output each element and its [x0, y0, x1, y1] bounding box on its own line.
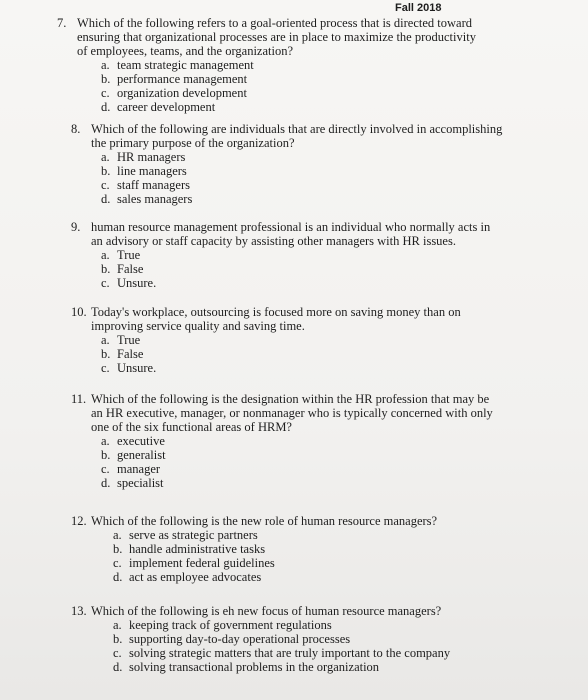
option-c[interactable]	[101, 86, 476, 100]
option-a[interactable]	[101, 333, 461, 347]
option-text: Unsure.	[117, 276, 157, 290]
question-8	[71, 122, 502, 206]
option-text: manager	[117, 462, 161, 476]
answer-options	[101, 150, 502, 206]
option-text: organization development	[117, 86, 247, 100]
question-9	[71, 220, 490, 290]
option-letter: b.	[101, 262, 111, 276]
option-text: False	[117, 262, 144, 276]
question-11	[71, 392, 493, 490]
question-number: 7.	[57, 16, 67, 30]
stem-line: Which of the following is the new role of human resource managers?	[91, 514, 438, 528]
option-text: True	[117, 333, 141, 347]
answer-options	[113, 528, 437, 584]
option-letter: b.	[101, 164, 111, 178]
option-text: False	[117, 347, 144, 361]
option-c[interactable]	[101, 361, 461, 375]
option-a[interactable]	[101, 58, 476, 72]
option-b[interactable]	[113, 632, 450, 646]
option-text: supporting day-to-day operational processes	[129, 632, 351, 646]
option-b[interactable]	[101, 448, 493, 462]
option-letter: d.	[113, 660, 123, 674]
stem-line: an HR executive, manager, or nonmanager who is typically concerned with only	[91, 406, 493, 420]
option-text: specialist	[117, 476, 164, 490]
answer-options	[101, 248, 490, 290]
option-text: HR managers	[117, 150, 186, 164]
option-letter: c.	[101, 361, 110, 375]
option-d[interactable]	[113, 660, 450, 674]
question-number: 10.	[71, 305, 87, 319]
answer-options	[101, 333, 461, 375]
semester-header: Fall 2018	[395, 2, 442, 14]
answer-options	[113, 618, 450, 674]
option-letter: b.	[101, 347, 111, 361]
option-letter: d.	[101, 192, 111, 206]
stem-line: Which of the following refers to a goal-oriented process that is directed toward	[77, 16, 473, 30]
question-stem	[91, 514, 437, 528]
option-c[interactable]	[101, 276, 490, 290]
stem-line: Which of the following is the designation within the HR profession that may be	[91, 392, 490, 406]
option-text: keeping track of government regulations	[129, 618, 332, 632]
option-a[interactable]	[101, 434, 493, 448]
option-letter: b.	[113, 632, 123, 646]
option-letter: b.	[113, 542, 123, 556]
option-a[interactable]	[113, 528, 437, 542]
option-b[interactable]	[101, 164, 502, 178]
stem-line: of employees, teams, and the organization?	[77, 44, 294, 58]
option-text: solving transactional problems in the organization	[129, 660, 380, 674]
option-text: staff managers	[117, 178, 191, 192]
option-letter: c.	[101, 462, 110, 476]
option-text: Unsure.	[117, 361, 157, 375]
option-a[interactable]	[101, 150, 502, 164]
option-d[interactable]	[101, 192, 502, 206]
option-text: act as employee advocates	[129, 570, 262, 584]
question-number: 13.	[71, 604, 87, 618]
option-letter: a.	[101, 248, 110, 262]
question-number: 12.	[71, 514, 87, 528]
stem-line: one of the six functional areas of HRM?	[91, 420, 292, 434]
option-a[interactable]	[113, 618, 450, 632]
option-letter: c.	[101, 276, 110, 290]
question-12	[71, 514, 437, 584]
option-c[interactable]	[113, 556, 437, 570]
option-text: team strategic management	[117, 58, 254, 72]
stem-line: improving service quality and saving time.	[91, 319, 305, 333]
option-text: executive	[117, 434, 165, 448]
option-d[interactable]	[101, 100, 476, 114]
option-letter: a.	[113, 618, 122, 632]
option-letter: c.	[113, 556, 122, 570]
option-letter: c.	[101, 178, 110, 192]
option-b[interactable]	[101, 347, 461, 361]
option-b[interactable]	[101, 262, 490, 276]
option-letter: b.	[101, 448, 111, 462]
option-text: sales managers	[117, 192, 193, 206]
option-letter: a.	[101, 333, 110, 347]
option-c[interactable]	[101, 178, 502, 192]
stem-line: Which of the following is eh new focus of human resource managers?	[91, 604, 442, 618]
question-number: 9.	[71, 220, 81, 234]
option-d[interactable]	[101, 476, 493, 490]
option-text: solving strategic matters that are truly important to the company	[129, 646, 451, 660]
option-b[interactable]	[113, 542, 437, 556]
option-text: career development	[117, 100, 216, 114]
question-number: 8.	[71, 122, 81, 136]
stem-line: the primary purpose of the organization?	[91, 136, 295, 150]
question-13	[71, 604, 450, 674]
question-10	[71, 305, 461, 375]
answer-options	[101, 434, 493, 490]
option-d[interactable]	[113, 570, 437, 584]
option-text: implement federal guidelines	[129, 556, 275, 570]
option-letter: d.	[101, 100, 111, 114]
option-letter: c.	[113, 646, 122, 660]
option-text: line managers	[117, 164, 187, 178]
stem-line: an advisory or staff capacity by assisting other managers with HR issues.	[91, 234, 456, 248]
stem-line: ensuring that organizational processes are in place to maximize the productivity	[77, 30, 476, 44]
question-stem	[77, 16, 476, 58]
option-text: True	[117, 248, 141, 262]
stem-line: human resource management professional is an individual who normally acts in	[91, 220, 491, 234]
question-stem	[91, 604, 450, 618]
question-7	[57, 16, 476, 114]
option-letter: b.	[101, 72, 111, 86]
option-letter: a.	[113, 528, 122, 542]
option-c[interactable]	[101, 462, 493, 476]
option-text: handle administrative tasks	[129, 542, 266, 556]
option-b[interactable]	[101, 72, 476, 86]
stem-line: Today's workplace, outsourcing is focused more on saving money than on	[91, 305, 461, 319]
option-text: performance management	[117, 72, 248, 86]
option-letter: d.	[113, 570, 123, 584]
question-stem	[91, 220, 490, 248]
question-number: 11.	[71, 392, 87, 406]
question-stem	[91, 392, 493, 434]
option-a[interactable]	[101, 248, 490, 262]
option-letter: d.	[101, 476, 111, 490]
stem-line: Which of the following are individuals that are directly involved in accomplishing	[91, 122, 503, 136]
option-text: serve as strategic partners	[129, 528, 258, 542]
option-text: generalist	[117, 448, 166, 462]
option-letter: a.	[101, 58, 110, 72]
option-letter: a.	[101, 150, 110, 164]
option-letter: c.	[101, 86, 110, 100]
question-stem	[91, 305, 461, 333]
answer-options	[101, 58, 476, 114]
option-c[interactable]	[113, 646, 450, 660]
question-stem	[91, 122, 502, 150]
option-letter: a.	[101, 434, 110, 448]
